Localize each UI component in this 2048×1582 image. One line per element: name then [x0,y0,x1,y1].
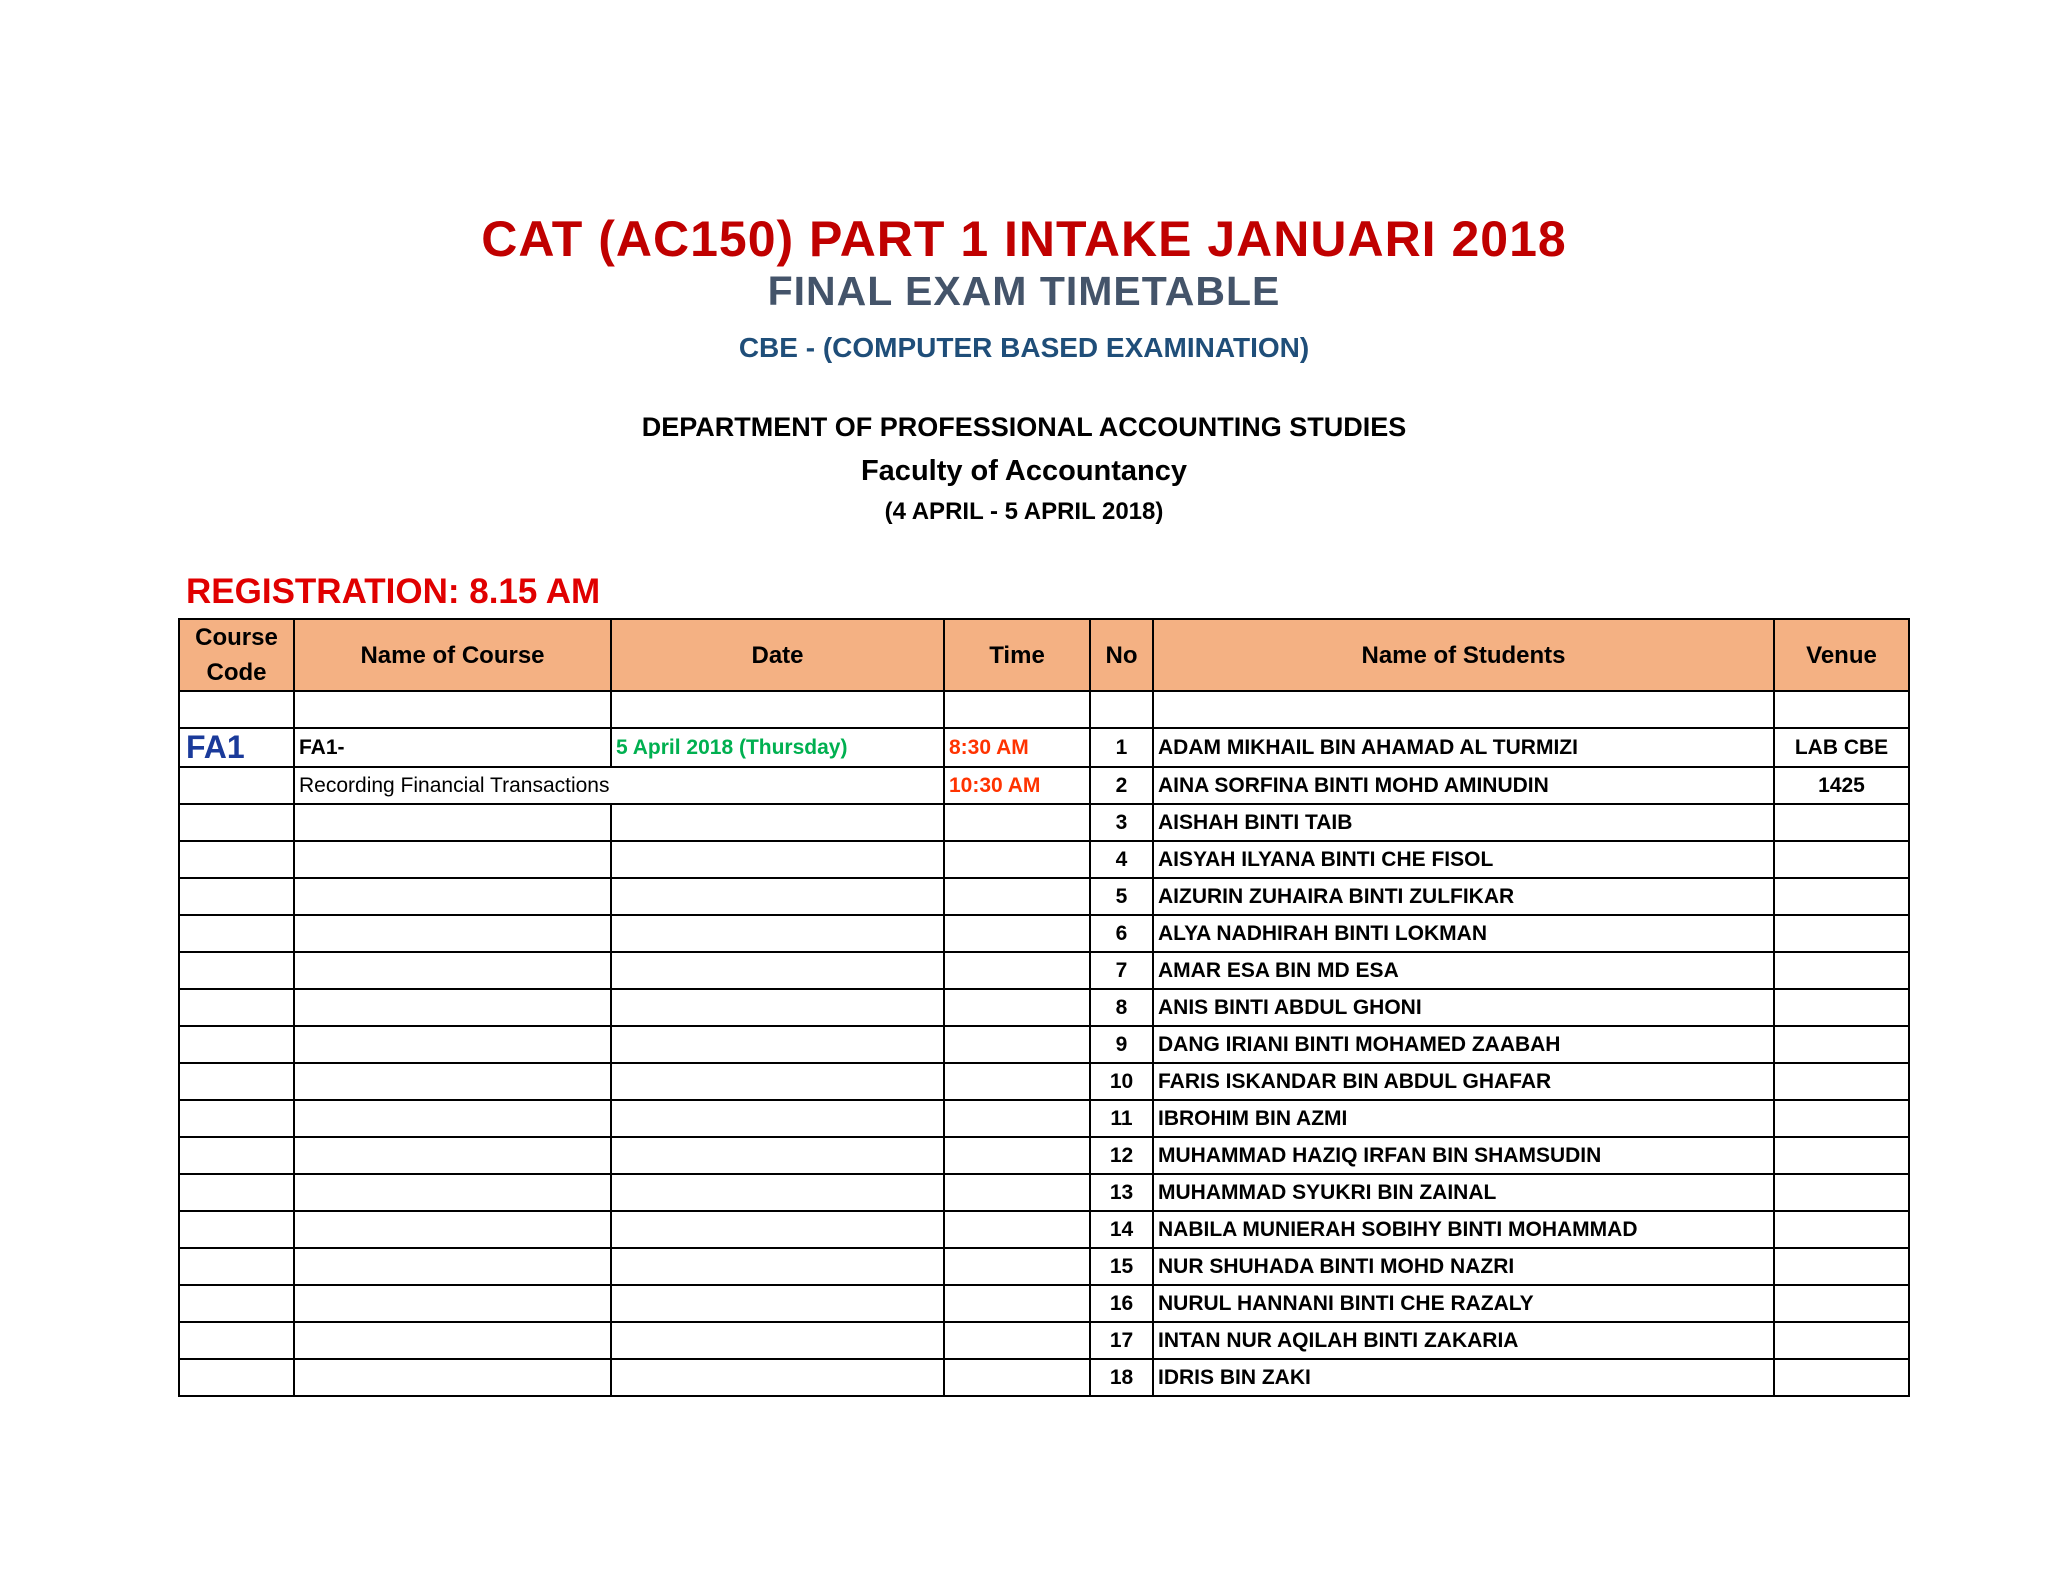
header-course-code: Course Code [179,619,294,691]
empty-cell [1774,878,1909,915]
empty-cell [1774,1248,1909,1285]
student-name: ALYA NADHIRAH BINTI LOKMAN [1153,915,1774,952]
empty-cell [611,1248,944,1285]
venue-line2: 1425 [1774,767,1909,804]
empty-cell [944,1137,1090,1174]
header-students: Name of Students [1153,619,1774,691]
empty-cell [1774,1174,1909,1211]
empty-cell [294,878,611,915]
student-name: MUHAMMAD HAZIQ IRFAN BIN SHAMSUDIN [1153,1137,1774,1174]
empty-cell [611,1359,944,1396]
venue-line1: LAB CBE [1774,728,1909,767]
empty-cell [611,1285,944,1322]
course-name-line2: Recording Financial Transactions [294,767,944,804]
empty-cell [611,841,944,878]
empty-cell [944,804,1090,841]
empty-cell [611,1174,944,1211]
empty-cell [179,1063,294,1100]
empty-cell [179,841,294,878]
empty-cell [294,1026,611,1063]
student-no: 4 [1090,841,1153,878]
empty-cell [611,1063,944,1100]
document-title: CAT (AC150) PART 1 INTAKE JANUARI 2018 [481,211,1567,267]
empty-cell [179,691,294,728]
table-row [179,1285,1909,1322]
student-no: 18 [1090,1359,1153,1396]
empty-cell [944,915,1090,952]
empty-cell [1774,804,1909,841]
empty-cell [1774,989,1909,1026]
empty-cell [1774,1100,1909,1137]
empty-cell [1153,691,1774,728]
exam-time-end: 10:30 AM [944,767,1090,804]
student-no: 15 [1090,1248,1153,1285]
table-row [179,1063,1909,1100]
empty-cell [294,1174,611,1211]
student-name: NABILA MUNIERAH SOBIHY BINTI MOHAMMAD [1153,1211,1774,1248]
empty-cell [944,1174,1090,1211]
student-name: AIZURIN ZUHAIRA BINTI ZULFIKAR [1153,878,1774,915]
student-name: FARIS ISKANDAR BIN ABDUL GHAFAR [1153,1063,1774,1100]
student-name: AISHAH BINTI TAIB [1153,804,1774,841]
student-no: 3 [1090,804,1153,841]
table-row [179,804,1909,841]
empty-cell [179,915,294,952]
header-course-name: Name of Course [294,619,611,691]
table-row [179,878,1909,915]
empty-cell [294,1322,611,1359]
table-row [179,1211,1909,1248]
empty-cell [1774,1285,1909,1322]
student-no: 12 [1090,1137,1153,1174]
empty-cell [944,1211,1090,1248]
empty-cell [179,1285,294,1322]
empty-cell [944,691,1090,728]
table-row [179,915,1909,952]
empty-cell [944,841,1090,878]
table-row [179,1026,1909,1063]
timetable [178,618,1910,1397]
empty-cell [294,915,611,952]
student-name: NUR SHUHADA BINTI MOHD NAZRI [1153,1248,1774,1285]
course-code: FA1 [179,728,294,767]
empty-cell [1774,952,1909,989]
student-no: 1 [1090,728,1153,767]
empty-cell [1774,1359,1909,1396]
empty-cell [179,989,294,1026]
empty-cell [179,1174,294,1211]
exam-date: 5 April 2018 (Thursday) [611,728,944,767]
empty-cell [1774,841,1909,878]
student-no: 14 [1090,1211,1153,1248]
document-subtitle: FINAL EXAM TIMETABLE [767,268,1281,314]
empty-cell [611,989,944,1026]
empty-cell [294,1359,611,1396]
empty-cell [179,1137,294,1174]
table-row [179,841,1909,878]
registration-time: REGISTRATION: 8.15 AM [186,572,601,611]
empty-cell [611,1100,944,1137]
table-row [179,1100,1909,1137]
student-no: 8 [1090,989,1153,1026]
student-name: DANG IRIANI BINTI MOHAMED ZAABAH [1153,1026,1774,1063]
student-no: 5 [1090,878,1153,915]
header-date: Date [611,619,944,691]
empty-cell [944,1285,1090,1322]
table-row [179,767,1909,804]
empty-cell [611,952,944,989]
student-no: 17 [1090,1322,1153,1359]
student-name: AISYAH ILYANA BINTI CHE FISOL [1153,841,1774,878]
empty-cell [944,878,1090,915]
empty-cell [179,878,294,915]
empty-cell [179,1211,294,1248]
empty-cell [1774,1211,1909,1248]
empty-cell [611,1026,944,1063]
table-row [179,1137,1909,1174]
empty-cell [294,952,611,989]
empty-cell [294,1137,611,1174]
empty-cell [179,1359,294,1396]
student-name: AINA SORFINA BINTI MOHD AMINUDIN [1153,767,1774,804]
empty-cell [294,691,611,728]
student-name: MUHAMMAD SYUKRI BIN ZAINAL [1153,1174,1774,1211]
empty-cell [294,1285,611,1322]
student-name: ANIS BINTI ABDUL GHONI [1153,989,1774,1026]
empty-cell [611,878,944,915]
empty-cell [1090,691,1153,728]
empty-cell [944,1359,1090,1396]
empty-cell [294,1211,611,1248]
student-no: 11 [1090,1100,1153,1137]
empty-cell [179,767,294,804]
empty-cell [611,1137,944,1174]
table-header-row [179,619,1909,691]
empty-cell [944,1100,1090,1137]
empty-cell [294,1063,611,1100]
header-no: No [1090,619,1153,691]
exam-time-start: 8:30 AM [944,728,1090,767]
empty-cell [1774,691,1909,728]
empty-cell [179,1100,294,1137]
student-no: 6 [1090,915,1153,952]
empty-cell [944,952,1090,989]
student-no: 2 [1090,767,1153,804]
empty-cell [1774,1322,1909,1359]
empty-cell [611,804,944,841]
empty-cell [294,841,611,878]
course-name-line1: FA1- [294,728,611,767]
empty-cell [944,1026,1090,1063]
empty-cell [944,1063,1090,1100]
table-row [179,952,1909,989]
table-row [179,1248,1909,1285]
empty-cell [944,1322,1090,1359]
student-name: AMAR ESA BIN MD ESA [1153,952,1774,989]
student-name: IDRIS BIN ZAKI [1153,1359,1774,1396]
empty-cell [611,1211,944,1248]
student-name: ADAM MIKHAIL BIN AHAMAD AL TURMIZI [1153,728,1774,767]
exam-period: (4 APRIL - 5 APRIL 2018) [884,498,1164,525]
header-time: Time [944,619,1090,691]
empty-cell [1774,915,1909,952]
student-no: 7 [1090,952,1153,989]
empty-cell [611,691,944,728]
empty-cell [944,1248,1090,1285]
student-no: 16 [1090,1285,1153,1322]
empty-cell [611,1322,944,1359]
empty-cell [294,804,611,841]
student-name: INTAN NUR AQILAH BINTI ZAKARIA [1153,1322,1774,1359]
empty-cell [611,915,944,952]
empty-cell [179,1322,294,1359]
table-row [179,1322,1909,1359]
student-no: 13 [1090,1174,1153,1211]
empty-cell [1774,1137,1909,1174]
empty-cell [1774,1063,1909,1100]
department-name: DEPARTMENT OF PROFESSIONAL ACCOUNTING STUDIES [641,412,1407,442]
empty-cell [179,952,294,989]
empty-cell [294,1100,611,1137]
header-venue: Venue [1774,619,1909,691]
faculty-name: Faculty of Accountancy [860,455,1188,487]
empty-cell [944,989,1090,1026]
empty-cell [1774,1026,1909,1063]
exam-type: CBE - (COMPUTER BASED EXAMINATION) [738,332,1310,363]
student-no: 9 [1090,1026,1153,1063]
table-row [179,989,1909,1026]
empty-cell [294,1248,611,1285]
table-row [179,1174,1909,1211]
empty-cell [179,804,294,841]
spacer-row [179,691,1909,728]
table-row [179,728,1909,767]
table-row [179,1359,1909,1396]
student-no: 10 [1090,1063,1153,1100]
student-name: IBROHIM BIN AZMI [1153,1100,1774,1137]
empty-cell [179,1026,294,1063]
empty-cell [294,989,611,1026]
empty-cell [179,1248,294,1285]
student-name: NURUL HANNANI BINTI CHE RAZALY [1153,1285,1774,1322]
